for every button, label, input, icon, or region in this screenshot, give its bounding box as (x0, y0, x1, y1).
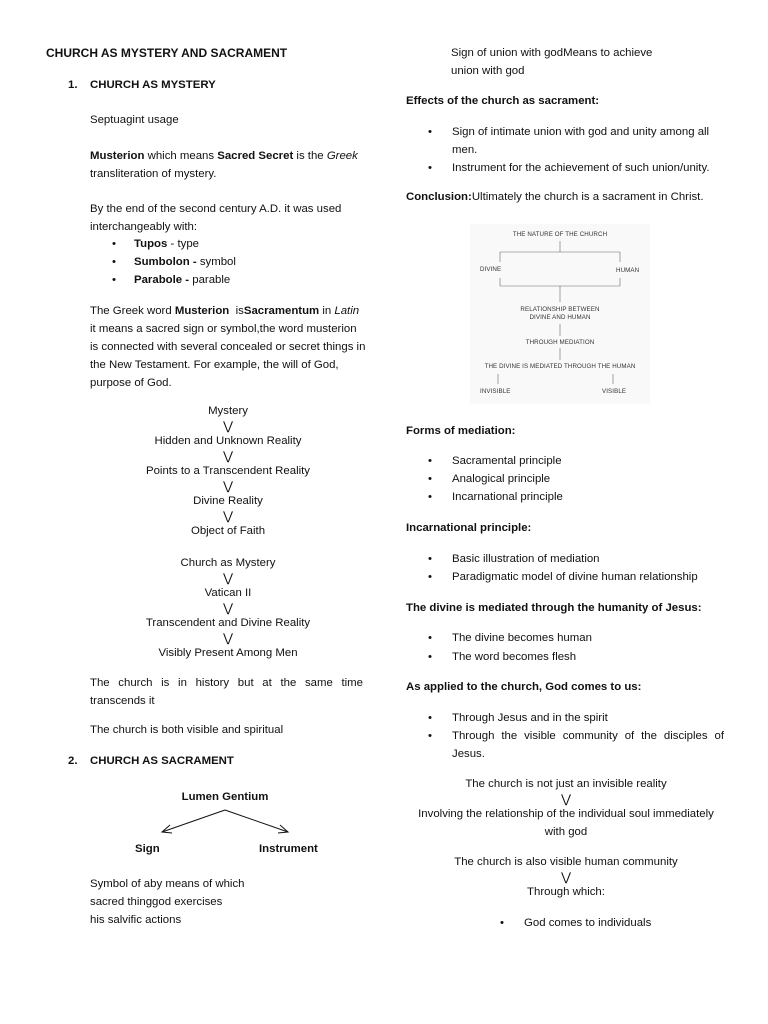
form-item: • Incarnational principle (406, 488, 726, 506)
branch-arrows-icon (150, 806, 300, 836)
diagram-visible: VISIBLE (602, 388, 627, 395)
diagram-divine: DIVINE (480, 266, 502, 273)
term-name: Parabole - (134, 274, 190, 286)
term-item (90, 253, 366, 271)
flow-step: Transcendent and Divine Reality (145, 617, 311, 629)
flow-step: The church is not just an invisible reality (465, 778, 667, 790)
down-arrow-icon: ⋁ (223, 419, 233, 433)
flow-step: Hidden and Unknown Reality (154, 435, 302, 447)
term-item (90, 235, 366, 253)
form-item: • Sacramental principle (406, 452, 726, 470)
down-arrow-icon: ⋁ (223, 601, 233, 615)
term-item (90, 271, 366, 289)
term-name: Tupos (134, 238, 168, 250)
section1-number: 1. (68, 79, 78, 91)
symbol-line: Symbol of aby means of which (90, 878, 245, 890)
flow-step: Divine Reality (193, 495, 263, 507)
terms-list (90, 235, 366, 289)
incarnational-item: • Paradigmatic model of divine human relationship (406, 568, 726, 586)
diagram-invisible: INVISIBLE (480, 388, 511, 395)
forms-list (406, 452, 726, 506)
diagram-human: HUMAN (616, 267, 640, 274)
flow-step: Visibly Present Among Men (158, 647, 298, 659)
term-name: Sumbolon - (134, 256, 197, 268)
diagram-relationship-line: DIVINE AND HUMAN (529, 314, 591, 321)
sign-union-paragraph (451, 44, 721, 80)
symbol-paragraph (90, 875, 310, 929)
effect-item: • Sign of intimate union with god and unity among all men. (406, 123, 726, 159)
greek-word: Greek (326, 150, 358, 162)
conclusion-label: Conclusion: (406, 191, 472, 203)
effects-list (406, 123, 726, 177)
musterion-mid: which means (144, 150, 218, 162)
term-meaning: parable (192, 274, 231, 286)
effects-heading: Effects of the church as sacrament: (406, 95, 600, 107)
applied-heading: As applied to the church, God comes to us: (406, 681, 642, 693)
is-the: is the (293, 150, 327, 162)
sign-union-line: Sign of union with godMeans to achieve (451, 47, 653, 59)
gw-rest: it means a sacred sign or symbol,the word musterion is connected with several concealed or secret things in the New Testament. For example, the will of God, purpose of God. (90, 323, 366, 389)
gw-in: in (319, 305, 335, 317)
flow-step: Through which: (527, 886, 605, 898)
down-arrow-icon: ⋁ (561, 870, 571, 884)
septuagint-text: Septuagint usage (90, 114, 179, 126)
flow-step: Mystery (208, 405, 248, 417)
flow-step: Church as Mystery (180, 557, 276, 569)
lumen-gentium: Lumen Gentium (181, 791, 269, 803)
sign-label: Sign (135, 843, 160, 855)
down-arrow-icon: ⋁ (223, 571, 233, 585)
down-arrow-icon: ⋁ (223, 449, 233, 463)
nature-diagram (470, 224, 650, 404)
divine-list (406, 629, 726, 666)
mystery-flow (90, 402, 366, 540)
gw-pre: The Greek word (90, 305, 175, 317)
page-title: CHURCH AS MYSTERY AND SACRAMENT (46, 46, 288, 60)
symbol-line: his salvific actions (90, 914, 182, 926)
section1-heading: CHURCH AS MYSTERY (90, 79, 216, 91)
church-mystery-flow (90, 554, 366, 662)
interchange-paragraph: By the end of the second century A.D. it was used interchangeably with: (90, 203, 342, 233)
term-meaning: symbol (199, 256, 236, 268)
applied-item: • Through Jesus and in the spirit (406, 709, 726, 727)
form-item: • Analogical principle (406, 470, 726, 488)
flow-step: Points to a Transcendent Reality (146, 465, 310, 477)
musterion-word: Musterion (90, 150, 145, 162)
history-paragraph: The church is in history but at the same time transcends it (90, 677, 363, 707)
term-sep: - (167, 238, 178, 250)
flow-step: The church is also visible human community (454, 856, 678, 868)
flow-step: Object of Faith (190, 525, 266, 537)
down-arrow-icon: ⋁ (223, 509, 233, 523)
visible-spiritual-paragraph: The church is both visible and spiritual (90, 724, 284, 736)
flow-step: Vatican II (204, 587, 252, 599)
diagram-mediated: THE DIVINE IS MEDIATED THROUGH THE HUMAN (484, 363, 636, 370)
gw-musterion: Musterion (174, 305, 230, 317)
instrument-label: Instrument (259, 843, 318, 855)
incarnational-list (406, 550, 726, 586)
greek-word-paragraph (90, 302, 366, 392)
sign-union-line: union with god (451, 65, 525, 77)
diagram-through: THROUGH MEDIATION (525, 339, 595, 346)
musterion-paragraph (90, 147, 366, 183)
applied-item: • Through the visible community of the disciples of Jesus. (406, 727, 726, 763)
term-meaning: type (177, 238, 199, 250)
effect-item: • Instrument for the achievement of such union/unity. (406, 159, 726, 177)
church-flow (406, 775, 726, 901)
down-arrow-icon: ⋁ (561, 792, 571, 806)
last-bullet-item: • God comes to individuals (478, 914, 718, 932)
last-bullet-list (478, 914, 718, 932)
section2-heading: CHURCH AS SACRAMENT (90, 755, 234, 767)
diagram-relationship-line: RELATIONSHIP BETWEEN (520, 306, 600, 313)
gw-sacramentum: Sacramentum (243, 305, 320, 317)
forms-heading: Forms of mediation: (406, 425, 516, 437)
incarnational-item: • Basic illustration of mediation (406, 550, 726, 568)
gw-is: is (229, 305, 244, 317)
down-arrow-icon: ⋁ (223, 479, 233, 493)
applied-list (406, 709, 726, 763)
symbol-line: sacred thinggod exercises (90, 896, 223, 908)
flow-step: Involving the relationship of the individual soul immediately with god (418, 808, 714, 838)
divine-item: • The divine becomes human (406, 629, 726, 647)
divine-item: • The word becomes flesh (406, 648, 726, 666)
diagram-relationship (470, 306, 650, 322)
gw-latin: Latin (334, 305, 360, 317)
divine-heading: The divine is mediated through the humanity of Jesus: (406, 602, 702, 614)
sacred-secret: Sacred Secret (217, 150, 294, 162)
conclusion-paragraph (406, 188, 726, 206)
down-arrow-icon: ⋁ (223, 631, 233, 645)
section2-number: 2. (68, 755, 78, 767)
transliteration: transliteration of mystery. (90, 168, 217, 180)
conclusion-text: Ultimately the church is a sacrament in Christ. (471, 191, 704, 203)
diagram-title: THE NATURE OF THE CHURCH (512, 231, 608, 238)
incarnational-heading: Incarnational principle: (406, 522, 532, 534)
